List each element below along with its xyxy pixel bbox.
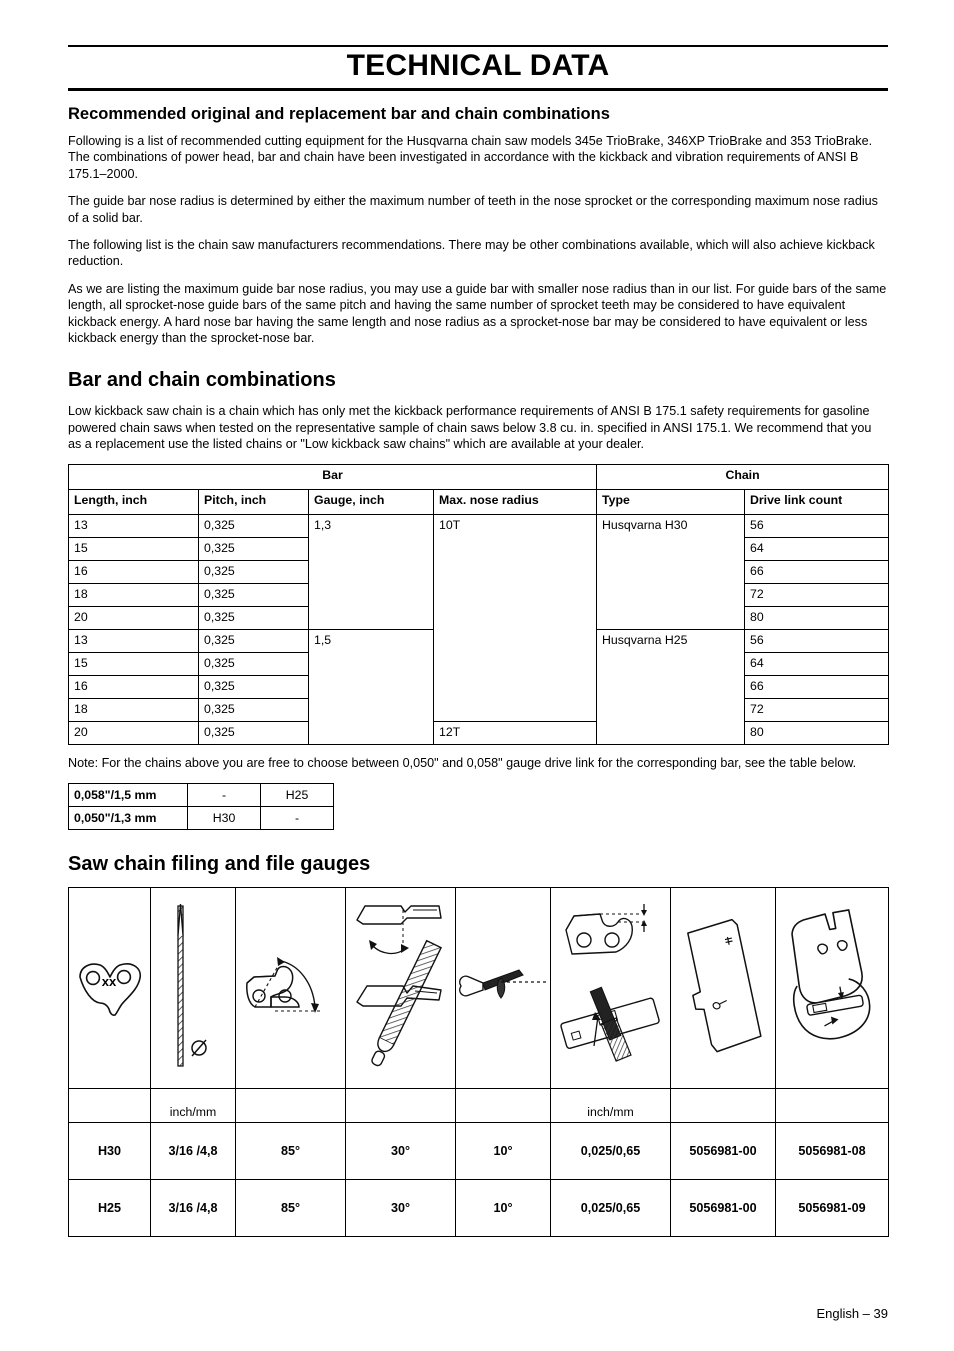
- table-row: [69, 1123, 889, 1180]
- saw-chain-filing-table: [68, 887, 889, 1237]
- paragraph-recommended-2: The guide bar nose radius is determined by either the maximum number of teeth in the nose sprocket or the corresponding maximum nose radius of a solid bar.: [68, 194, 878, 225]
- cell-length: 13: [69, 514, 199, 537]
- cell-gauge-h30: -: [188, 784, 261, 807]
- filing-unit-row: [69, 1089, 889, 1123]
- cell-length: 18: [69, 583, 199, 606]
- cell-gauge-h25: H25: [261, 784, 334, 807]
- cell-pitch: 0,325: [199, 698, 309, 721]
- cell-length: 16: [69, 675, 199, 698]
- gauge-drive-link-table: [68, 783, 334, 830]
- diameter-symbol: [192, 1040, 206, 1056]
- note-text: Note: For the chains above you are free to choose between 0,050" and 0,058" gauge drive link for the corresponding bar, see the table below.: [68, 755, 857, 770]
- cell-drive-link-count: 72: [745, 583, 889, 606]
- column-header-drive-link-count: Drive link count: [745, 489, 889, 514]
- column-header-gauge: Gauge, inch: [309, 489, 434, 514]
- section-heading-recommended: Recommended original and replacement bar and chain combinations: [68, 105, 610, 123]
- content-area: [68, 104, 888, 1237]
- cell-file-size: 3/16 /4,8: [151, 1180, 236, 1237]
- filing-angle-top-plate-icon: [241, 949, 341, 1027]
- cell-filing-angle-top-plate: [236, 888, 346, 1089]
- cell-part-number-2: 5056981-09: [776, 1180, 889, 1237]
- cell-pitch: 0,325: [199, 514, 309, 537]
- paragraph-recommended-3: The following list is the chain saw manufacturers recommendations. There may be other combinations available, which will also achieve kickback reduction.: [68, 238, 875, 269]
- cell-part-number-2: 5056981-08: [776, 1123, 889, 1180]
- cell-type: Husqvarna H25: [597, 629, 745, 744]
- table-row: [69, 784, 334, 807]
- unit-cell-part-1: [671, 1089, 776, 1123]
- cell-gauge-label: 0,050"/1,3 mm: [69, 807, 188, 830]
- cell-drive-link-count: 66: [745, 560, 889, 583]
- cell-type: Husqvarna H30: [597, 514, 745, 629]
- table-row: [69, 1180, 889, 1237]
- cell-length: 20: [69, 606, 199, 629]
- table-row: [69, 807, 334, 830]
- cell-length: 20: [69, 721, 199, 744]
- unit-cell-part-2: [776, 1089, 889, 1123]
- group-header-chain: Chain: [597, 464, 889, 489]
- cell-drive-link-count: 64: [745, 537, 889, 560]
- cell-depth-gauge-setting: 0,025/0,65: [551, 1123, 671, 1180]
- column-header-length: Length, inch: [69, 489, 199, 514]
- depth-gauge-tool-icon: [457, 958, 549, 1018]
- cell-depth-gauge-setting: [551, 888, 671, 1089]
- table-row: [69, 514, 889, 537]
- section-heading-filing: Saw chain filing and file gauges: [68, 853, 371, 876]
- page-title: TECHNICAL DATA: [346, 49, 610, 82]
- cell-file-gauge-plate: [671, 888, 776, 1089]
- section-heading-combinations: Bar and chain combinations: [68, 369, 336, 392]
- cell-angle-b: 30°: [346, 1123, 456, 1180]
- cell-chain-type: H30: [69, 1123, 151, 1180]
- paragraph-recommended-4: As we are listing the maximum guide bar nose radius, you may use a guide bar with smaller nose radius than in our list. For guide bars of the same length, all sprocket-nose guide bars of the same pitch and having the same number of sprocket teeth may be considered to have equivalent kickback energy. A hard nose bar having the same length and nose radius as a sprocket-nose bar may be considered to have equivalent or less kickback energy than the sprocket-nose bar.: [68, 281, 887, 346]
- cell-max-nose-radius: 10T: [434, 514, 597, 721]
- cell-gauge: 1,5: [309, 629, 434, 744]
- cell-length: 16: [69, 560, 199, 583]
- unit-cell-file-size: inch/mm: [151, 1089, 236, 1123]
- cell-angle-b: 30°: [346, 1180, 456, 1237]
- cell-drive-link-count: 80: [745, 721, 889, 744]
- page-footer: English – 39: [816, 1306, 888, 1321]
- cell-pitch: 0,325: [199, 721, 309, 744]
- paragraph-combinations-1: Low kickback saw chain is a chain which has only met the kickback performance requirements of ANSI B 175.1 safety requirements for gasoline powered chain saws when tested on the representative sample of chain saws below 3.8 cu. in. specified in ANSI 175.1. We recommend that you as a replacement use the listed chains or "Low kickback saw chains" which are available at your dealer.: [68, 404, 872, 452]
- column-header-max-nose-radius: Max. nose radius: [434, 489, 597, 514]
- group-header-bar: Bar: [69, 464, 597, 489]
- cell-pitch: 0,325: [199, 629, 309, 652]
- cell-combination-file-gauge: [776, 888, 889, 1089]
- cell-file-size: 3/16 /4,8: [151, 1123, 236, 1180]
- cell-gauge: 1,3: [309, 514, 434, 629]
- svg-text:xx: xx: [101, 974, 116, 990]
- cell-gauge-h25: -: [261, 807, 334, 830]
- paragraph-recommended-1: Following is a list of recommended cutting equipment for the Husqvarna chain saw models 345e TrioBrake, 346XP TrioBrake and 353 TrioBrake. The combinations of power head, bar and chain have been investigated in accordance with the kickback and vibration requirements of ANSI B 175.1–2000.: [68, 134, 873, 181]
- unit-cell-angle-a: [236, 1089, 346, 1123]
- cell-length: 15: [69, 652, 199, 675]
- cell-pitch: 0,325: [199, 583, 309, 606]
- cutter-tooth-marking-icon: [74, 957, 146, 1019]
- cell-depth-gauge-tool: [456, 888, 551, 1089]
- file-gauge-plate-icon: [680, 913, 766, 1063]
- cell-angle-c: 10°: [456, 1123, 551, 1180]
- cell-part-number-1: 5056981-00: [671, 1123, 776, 1180]
- column-header-type: Type: [597, 489, 745, 514]
- bar-chain-combinations-table: [68, 464, 889, 745]
- filing-illustration-row: [69, 888, 889, 1089]
- depth-gauge-setting-icon: [556, 898, 666, 1078]
- cell-angle-a: 85°: [236, 1180, 346, 1237]
- cell-drive-link-count: 56: [745, 629, 889, 652]
- cell-pitch: 0,325: [199, 675, 309, 698]
- unit-cell-angle-b: [346, 1089, 456, 1123]
- cell-length: 18: [69, 698, 199, 721]
- cell-gauge-label: 0,058"/1,5 mm: [69, 784, 188, 807]
- filing-angle-side-plate-icon: [351, 898, 451, 1078]
- cell-pitch: 0,325: [199, 606, 309, 629]
- cell-drive-link-count: 64: [745, 652, 889, 675]
- cell-angle-a: 85°: [236, 1123, 346, 1180]
- cell-angle-c: 10°: [456, 1180, 551, 1237]
- column-header-pitch: Pitch, inch: [199, 489, 309, 514]
- unit-cell-chain: [69, 1089, 151, 1123]
- table-column-header-row: [69, 489, 889, 514]
- unit-cell-angle-c: [456, 1089, 551, 1123]
- round-file-diameter-icon: [163, 898, 223, 1078]
- cell-round-file-diameter: [151, 888, 236, 1089]
- table-row: [69, 721, 889, 744]
- cell-pitch: 0,325: [199, 537, 309, 560]
- cell-drive-link-count: 80: [745, 606, 889, 629]
- cell-filing-angle-side-plate: [346, 888, 456, 1089]
- cell-length: 15: [69, 537, 199, 560]
- cell-drive-link-count: 72: [745, 698, 889, 721]
- combination-file-gauge-icon: [782, 908, 882, 1068]
- header-rule-bottom: [68, 88, 888, 91]
- cell-part-number-1: 5056981-00: [671, 1180, 776, 1237]
- cell-length: 13: [69, 629, 199, 652]
- cell-max-nose-radius: 12T: [434, 721, 597, 744]
- table-group-header-row: [69, 464, 889, 489]
- cell-chain-type: H25: [69, 1180, 151, 1237]
- cell-cutter-tooth-marking: [69, 888, 151, 1089]
- unit-cell-depth: inch/mm: [551, 1089, 671, 1123]
- cell-pitch: 0,325: [199, 652, 309, 675]
- cell-gauge-h30: H30: [188, 807, 261, 830]
- cell-drive-link-count: 66: [745, 675, 889, 698]
- cell-pitch: 0,325: [199, 560, 309, 583]
- cell-drive-link-count: 56: [745, 514, 889, 537]
- cell-depth-gauge-setting: 0,025/0,65: [551, 1180, 671, 1237]
